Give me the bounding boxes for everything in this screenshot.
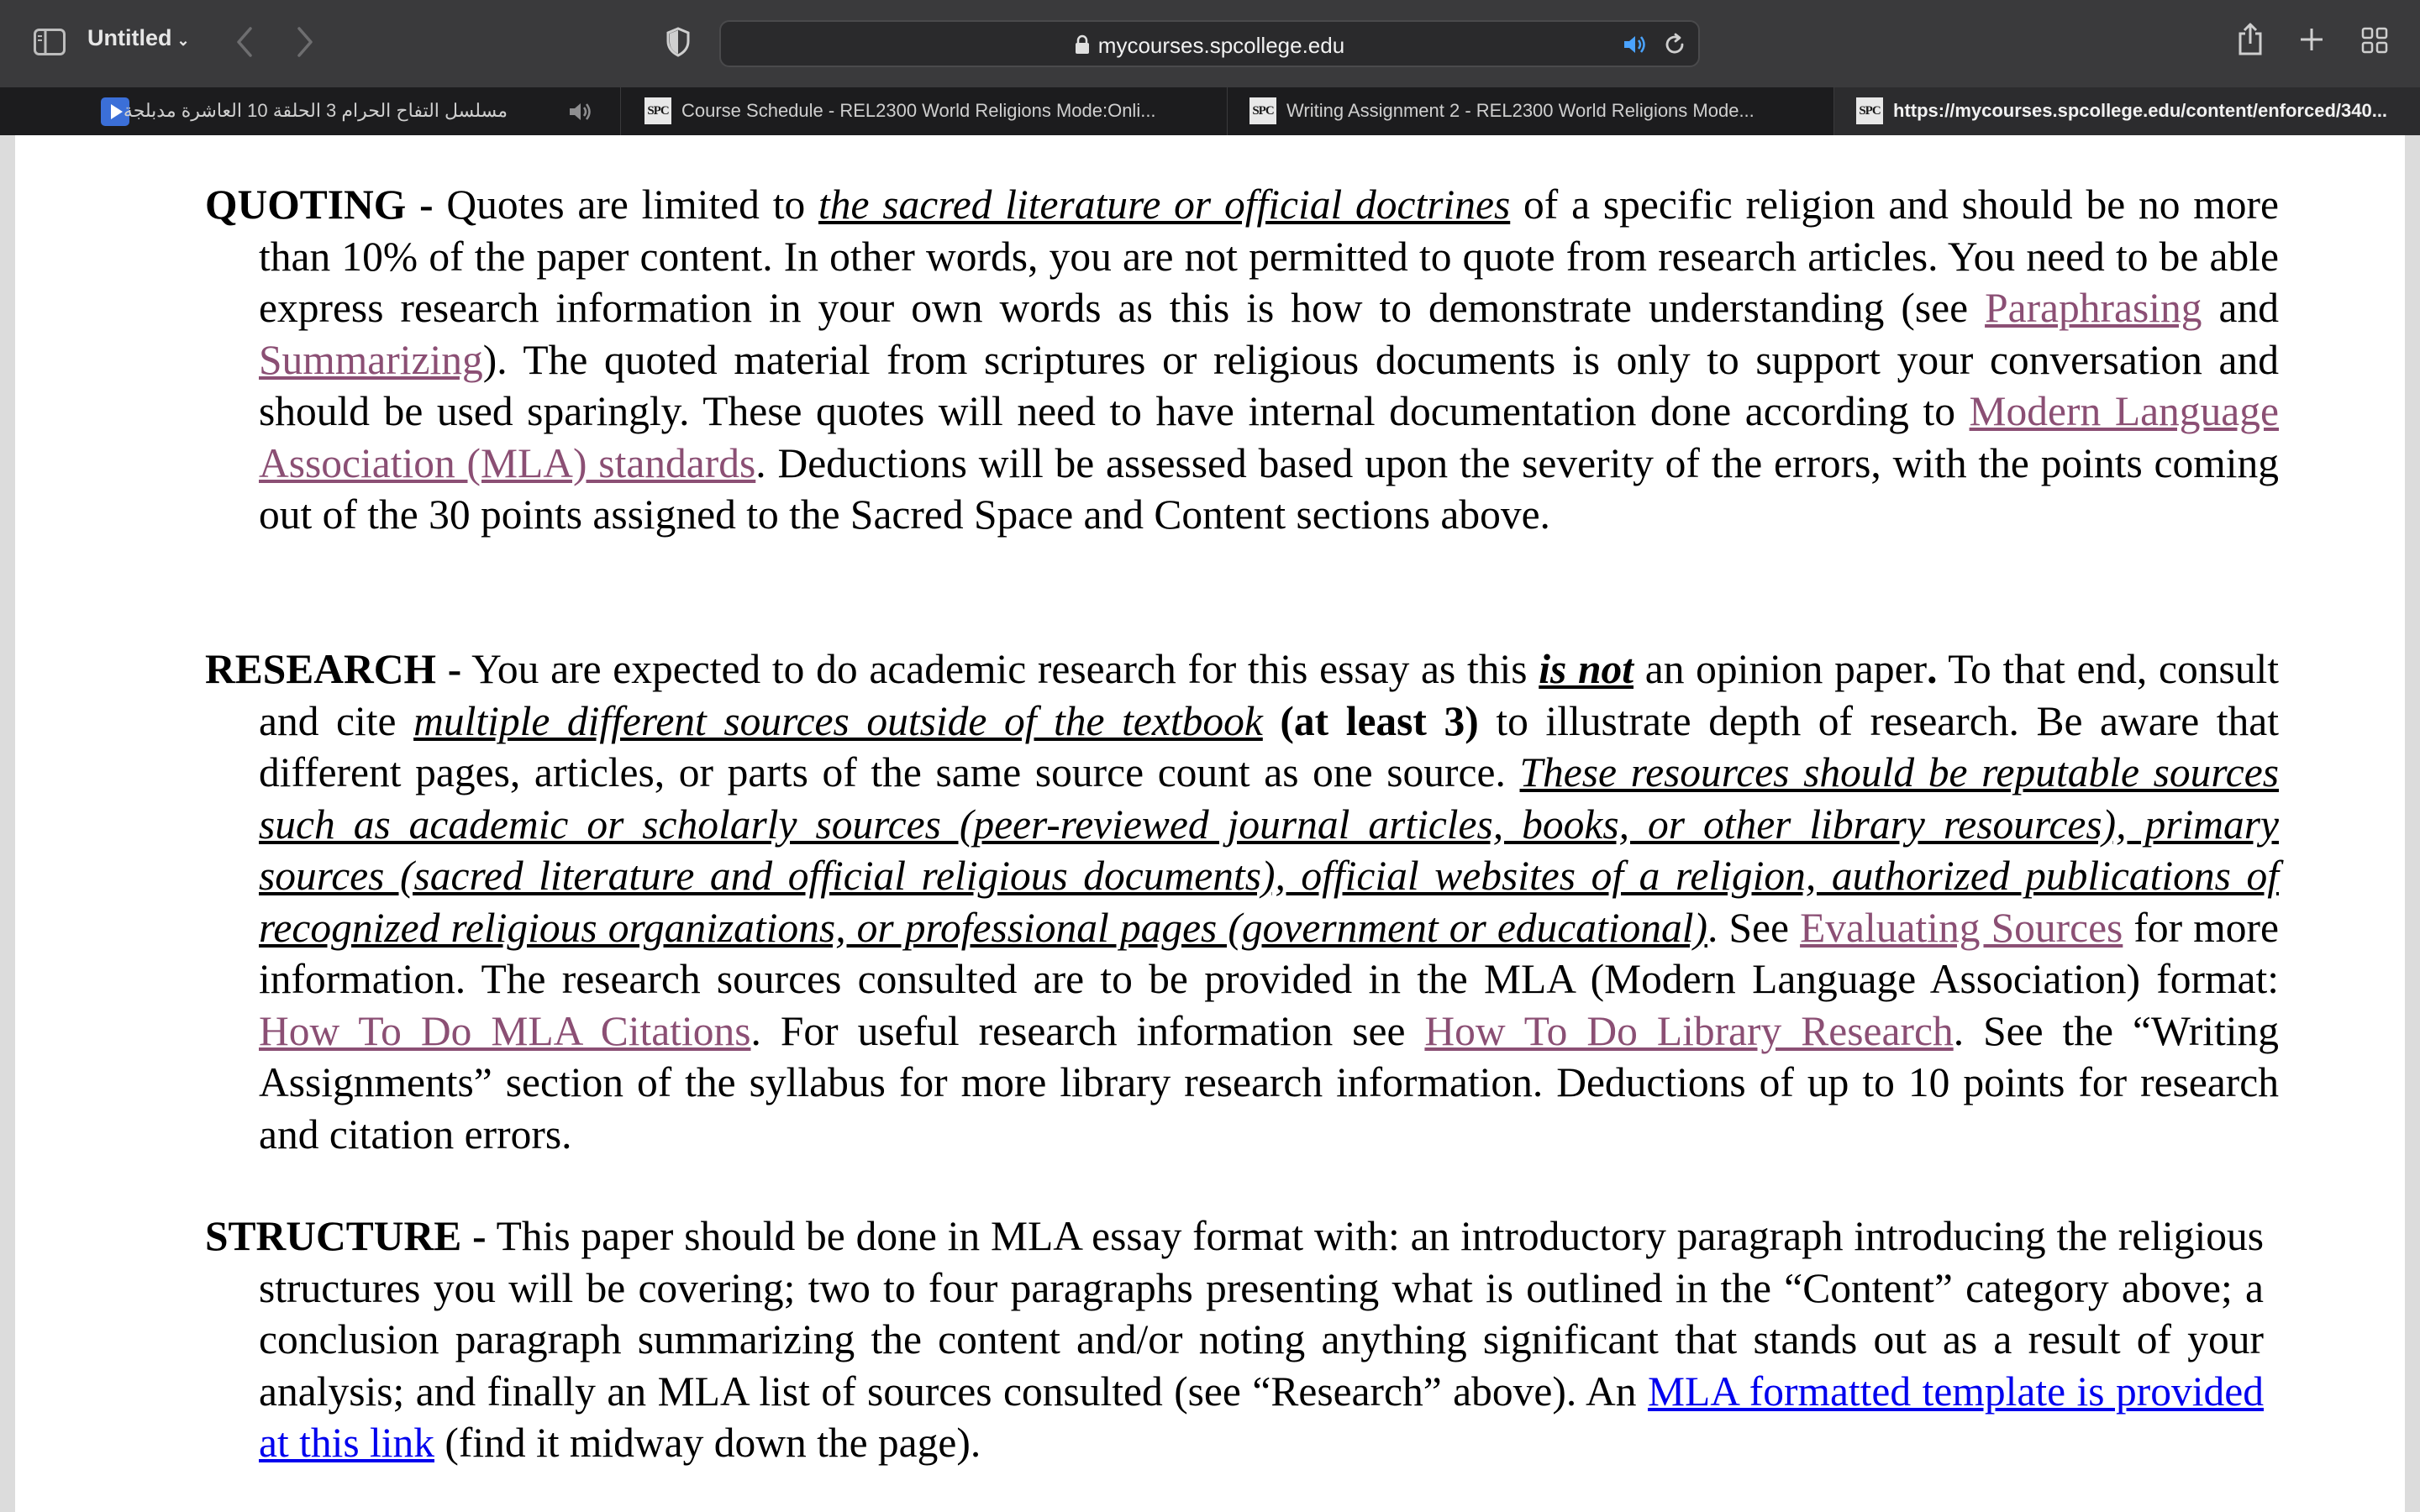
research-text — [1263, 698, 1281, 744]
url-text: mycourses.spcollege.edu — [1097, 33, 1345, 58]
new-tab-icon[interactable] — [2299, 27, 2324, 56]
address-bar[interactable] — [719, 20, 1700, 67]
research-text: . See — [1707, 904, 1801, 951]
quoting-text: ). The quoted material from scriptures or religious documents is only to support your conversation and should be used sparingly. These quotes will need to have internal documentation done according to — [259, 336, 2279, 434]
speaker-icon[interactable] — [1623, 34, 1648, 60]
mla-template-link[interactable]: MLA formatted template is provided at this link — [259, 1368, 2265, 1466]
summarizing-link[interactable]: Summarizing — [259, 336, 483, 383]
forward-icon[interactable] — [296, 25, 314, 63]
evaluating-sources-link[interactable]: Evaluating Sources — [1800, 904, 2123, 951]
research-text: To that end, consult and cite — [259, 646, 2279, 744]
mute-icon[interactable] — [568, 101, 593, 127]
tab-label: Course Schedule - REL2300 World Religions Mode:Onli... — [681, 100, 1156, 121]
research-heading: RESEARCH - — [205, 646, 462, 692]
tab-course-schedule[interactable] — [620, 87, 1227, 135]
browser-toolbar — [0, 0, 2420, 87]
tab-label: مسلسل التفاح الحرام 3 الحلقة 10 العاشرة مدبلجة — [123, 100, 508, 121]
spc-favicon-icon: SPC — [644, 97, 671, 124]
back-icon[interactable] — [235, 25, 254, 63]
chevron-down-icon: ⌄ — [176, 32, 190, 49]
research-text: to illustrate depth of research. Be aware that different pages, articles, or parts of the same source count as one source. — [259, 697, 2279, 795]
tab-writing-assignment[interactable] — [1227, 87, 1833, 135]
tab-label: https://mycourses.spcollege.edu/content/enforced/340... — [1893, 100, 2388, 121]
spc-favicon-icon: SPC — [1249, 97, 1276, 124]
resources-emphasis: These resources should be reputable sources such as academic or scholarly sources (peer-reviewed journal articles, books, or other library resources), primary sources (sacred literature and official religious documents), official websites of a religion, authorized publications of recognized religious organizations, or professional pages (government or educational) — [259, 749, 2279, 951]
quoting-text: and — [2202, 285, 2279, 331]
quoting-heading: QUOTING - — [205, 181, 434, 228]
sidebar-toggle-icon[interactable] — [34, 29, 66, 55]
tab-bar — [0, 87, 2420, 135]
share-icon[interactable] — [2237, 22, 2264, 61]
library-research-link[interactable]: How To Do Library Research — [1424, 1007, 1954, 1054]
quoting-text: Quotes are limited to — [433, 181, 818, 228]
document-page — [15, 135, 2405, 1512]
structure-text: This paper should be done in MLA essay format with: an introductory paragraph introducing the religious structures you will be covering; two to four paragraphs presenting what is outlined in the “Content” category above; a conclusion paragraph summarizing the content and/or noting anything significant that stands out as a result of your analysis; and finally an MLA list of sources consulted (see “Research” above). An — [259, 1213, 2264, 1415]
quoting-text: of a specific religion and should be no more than 10% of the paper content. In other words, you are not permitted to quote from research articles. You need to be able express research information in your own words as this is how to demonstrate understanding (see — [259, 181, 2279, 331]
privacy-shield-icon[interactable] — [666, 27, 691, 61]
window-title: Untitled — [87, 25, 172, 50]
research-period: . — [1927, 646, 1938, 692]
sources-emphasis: multiple different sources outside of the textbook — [413, 697, 1263, 744]
reload-icon[interactable] — [1663, 33, 1686, 60]
tab-active-content[interactable] — [1833, 87, 2420, 135]
research-section — [205, 643, 2279, 1160]
lock-icon — [1075, 34, 1090, 60]
tab-overview-icon[interactable] — [2361, 27, 2388, 58]
quoting-text: . Deductions will be assessed based upon the severity of the errors, with the points coming out of the 30 points assigned to the Sacred Space and Content sections above. — [259, 439, 2279, 538]
structure-section — [205, 1210, 2264, 1469]
structure-text: (find it midway down the page). — [434, 1420, 981, 1466]
mla-citations-link[interactable]: How To Do MLA Citations — [259, 1007, 751, 1054]
at-least-3: (at least 3) — [1280, 697, 1479, 744]
is-not-emphasis: is not — [1539, 646, 1634, 692]
research-text: . For useful research information see — [750, 1007, 1425, 1054]
paraphrasing-link[interactable]: Paraphrasing — [1985, 285, 2202, 331]
research-text: an opinion paper — [1634, 646, 1928, 692]
research-text: You are expected to do academic research for this essay as this — [461, 646, 1539, 692]
quoting-emphasis: the sacred literature or official doctrines — [818, 181, 1511, 228]
tab-video[interactable] — [0, 87, 620, 135]
research-text: . See the “Writing Assignments” section of the syllabus for more library research information. Deductions of up to 10 points for research and citation errors. — [259, 1007, 2279, 1158]
spc-favicon-icon: SPC — [1856, 97, 1883, 124]
window-title-menu[interactable] — [87, 25, 190, 51]
research-text: for more information. The research sources consulted are to be provided in the MLA (Modern Language Association) format: — [259, 904, 2279, 1002]
tab-label: Writing Assignment 2 - REL2300 World Religions Mode... — [1286, 100, 1754, 121]
structure-heading: STRUCTURE - — [205, 1213, 487, 1259]
mla-standards-link[interactable]: Modern Language Association (MLA) standards — [259, 388, 2279, 486]
quoting-section — [205, 179, 2279, 541]
